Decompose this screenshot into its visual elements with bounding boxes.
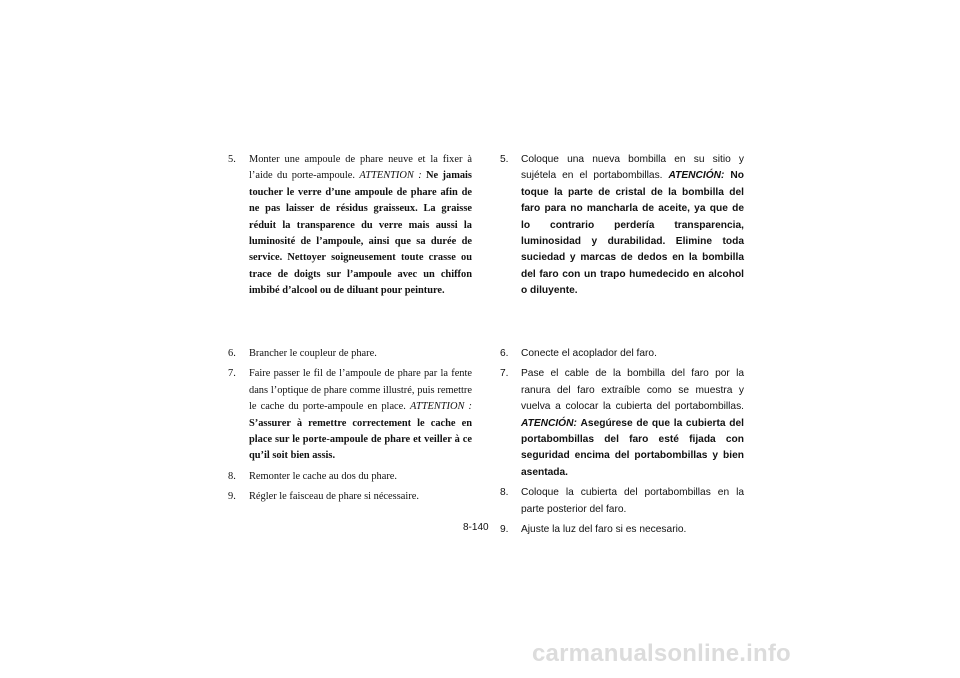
attention-label: ATTENTION :	[409, 401, 473, 413]
spanish-step-5-block	[500, 152, 744, 300]
attention-text: S’assurer à remettre correctement le cache en place sur le porte-ampoule de phare et veiller à ce qu’il soit bien assis.	[249, 417, 472, 462]
spanish-steps-6-9-block	[500, 346, 744, 538]
step-number: 5.	[228, 154, 236, 165]
spanish-step-8	[500, 485, 744, 518]
french-step-8	[228, 469, 472, 485]
step-text: Pase el cable de la bombilla del faro por la ranura del faro extraíble como se muestra y vuelva a colocar la cubierta del portabombillas.	[521, 368, 744, 413]
step-number: 8.	[500, 487, 509, 499]
atencion-label: ATENCIÓN:	[521, 417, 577, 429]
step-text: Remonter le cache au dos du phare.	[249, 470, 398, 482]
step-text: Coloque la cubierta del portabombillas en la parte posterior del faro.	[521, 487, 744, 515]
step-number: 6.	[500, 348, 509, 359]
atencion-text: No toque la parte de cristal de la bombilla del faro para no mancharla de aceite, ya que de lo contrario perdería transparencia, luminosidad y durabilidad. Elimine toda suciedad y marcas de dedos en la bombilla del faro con un trapo humedecido en alcohol o diluyente.	[521, 170, 744, 297]
step-number: 9.	[228, 491, 236, 503]
step-text: Faire passer le fil de l’ampoule de phare par la fente dans l’optique de phare comme illustré, puis remettre le cache du porte-ampoule en place.	[249, 368, 472, 413]
atencion-label: ATENCIÓN:	[668, 170, 725, 182]
attention-label: ATTENTION :	[359, 170, 422, 182]
step-text: Brancher le coupleur de phare.	[249, 348, 377, 359]
spanish-step-6	[500, 346, 744, 362]
watermark: carmanualsonline.info	[532, 640, 791, 667]
step-number: 5.	[500, 154, 509, 165]
step-text: Monter une ampoule de phare neuve et la fixer à l’aide du porte-ampoule.	[249, 154, 472, 182]
french-steps-6-9-block	[228, 346, 472, 506]
attention-text: Ne jamais toucher le verre d’une ampoule de phare afin de ne pas laisser de résidus graisseux. La graisse réduit la transparence du verre mais aussi la luminosité de l’ampoule, ainsi que sa durée de service. Nettoyer soigneusement toute crasse ou trace de doigts sur l’ampoule avec un chiffon imbibé d’alcool ou de diluant pour peinture.	[249, 170, 472, 297]
atencion-text: Asegúrese de que la cubierta del portabombillas del faro esté fijada con seguridad encima del portabombillas y bien asentada.	[521, 417, 744, 478]
step-number: 6.	[228, 348, 236, 359]
step-text: Ajuste la luz del faro si es necesario.	[521, 524, 687, 536]
step-number: 8.	[228, 470, 236, 482]
french-step-5	[228, 152, 472, 300]
french-step-7	[228, 366, 472, 464]
spanish-step-7	[500, 366, 744, 481]
step-number: 9.	[500, 524, 509, 536]
step-text: Conecte el acoplador del faro.	[521, 348, 657, 359]
step-number: 7.	[228, 368, 236, 380]
step-number: 7.	[500, 368, 509, 380]
page-number: 8-140	[463, 522, 489, 533]
step-text: Régler le faisceau de phare si nécessaire.	[249, 491, 419, 503]
french-step-9	[228, 489, 472, 505]
spanish-step-5	[500, 152, 744, 300]
spanish-step-9	[500, 522, 744, 538]
french-step-5-block	[228, 152, 472, 300]
french-step-6	[228, 346, 472, 362]
step-text: Coloque una nueva bombilla en su sitio y sujétela en el portabombillas.	[521, 154, 744, 182]
